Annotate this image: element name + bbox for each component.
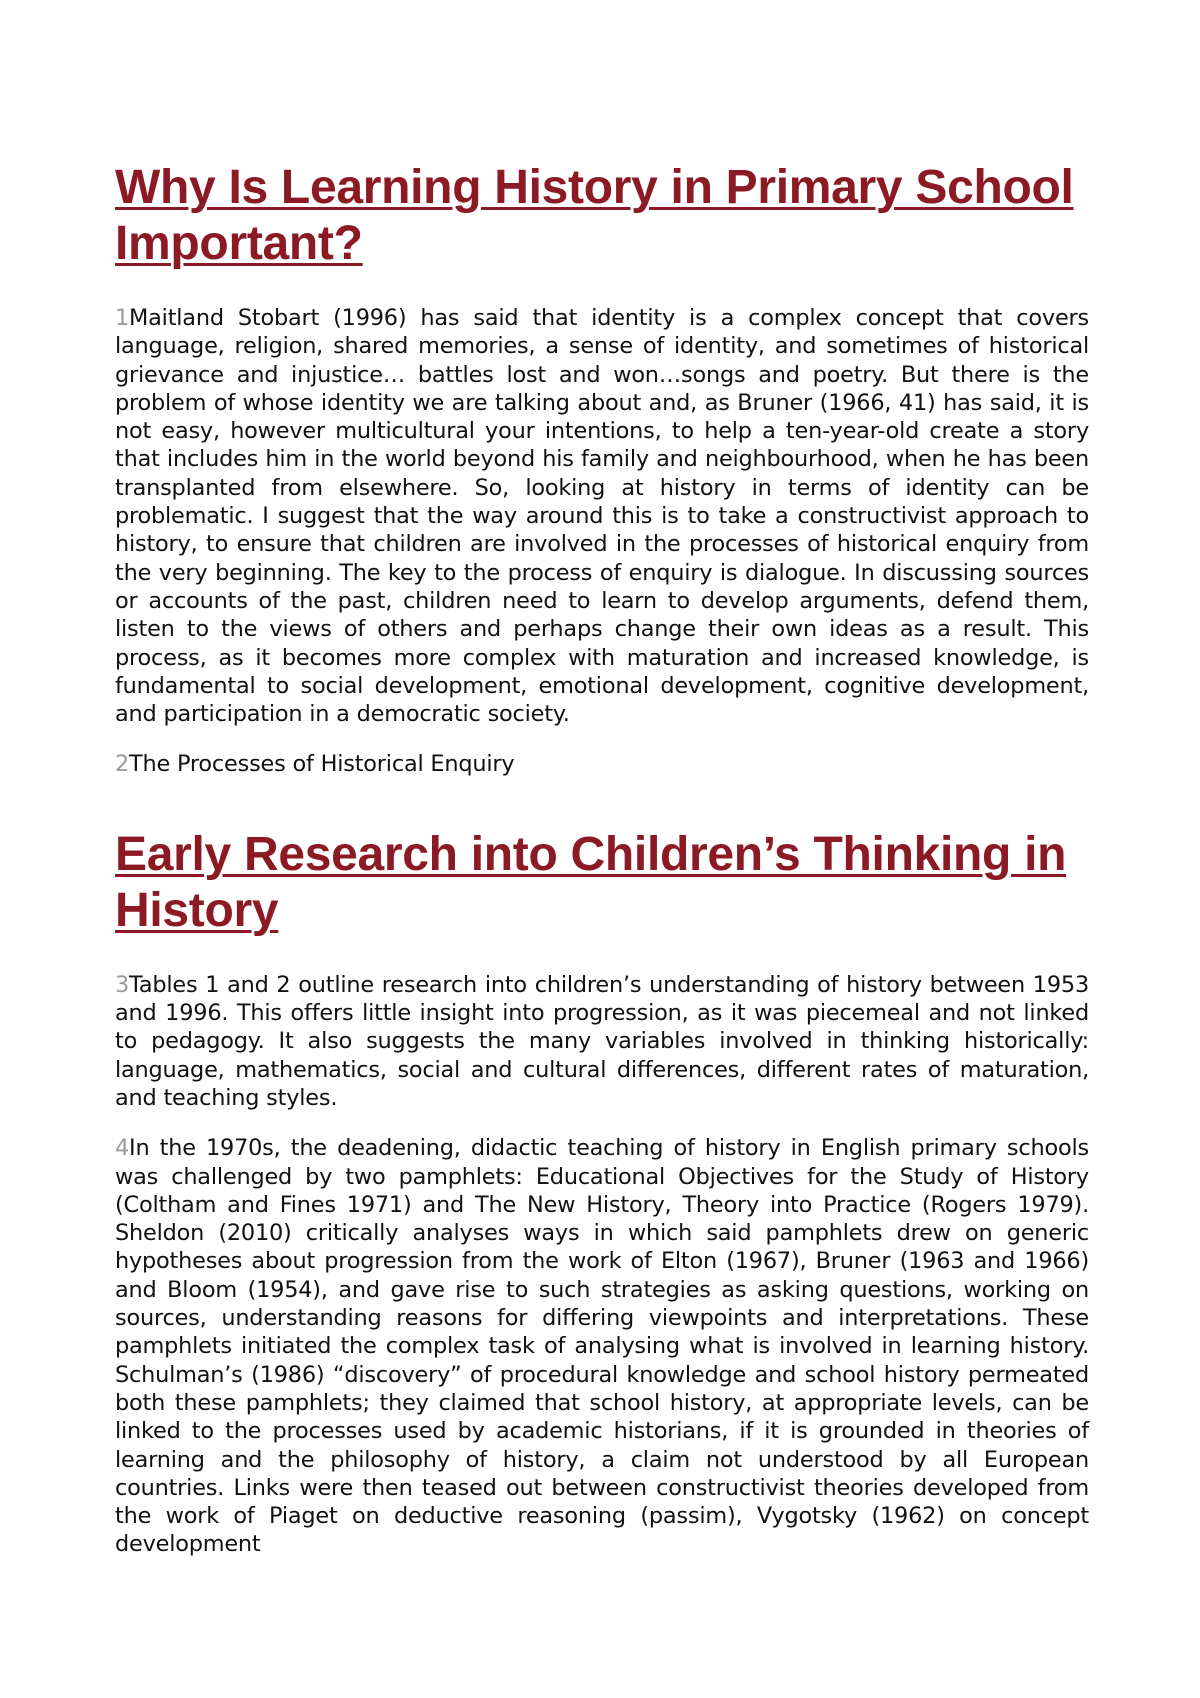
paragraph-text: Maitland Stobart (1996) has said that identity is a complex concept that covers language, religion, shared memories, a sense of identity, and sometimes of historical grievance and injustice… battles lost and won…songs and poetry. But there is the problem of whose identity we are talking about and, as Bruner (1966, 41) has said, it is not easy, however multicultural your intentions, to help a ten-year-old create a story that includes him in the world beyond his family and neighbourhood, when he has been transplanted from elsewhere. So, looking at history in terms of identity can be problematic. I suggest that the way around this is to take a constructivist approach to history, to ensure that children are involved in the processes of historical enquiry from the very beginning. The key to the process of enquiry is dialogue. In discussing sources or accounts of the past, children need to learn to develop arguments, defend them, listen to the views of others and perhaps change their own ideas as a result. This process, as it becomes more complex with maturation and increased knowledge, is fundamental to social development, emotional development, cognitive development, and participation in a democratic society. <box>115 305 1089 728</box>
paragraph-text: The Processes of Historical Enquiry <box>129 751 515 778</box>
paragraph-text: Tables 1 and 2 outline research into children’s understanding of history between 1953 and 1996. This offers little insight into progression, as it was piecemeal and not linked to pedagogy. It also suggests the many variables involved in thinking historically: language, mathematics, social and cultural differences, different rates of maturation, and teaching styles. <box>115 971 1089 1111</box>
heading-early-research: Early Research into Children’s Thinking in History <box>115 827 1067 937</box>
paragraph-2 <box>115 750 1089 778</box>
paragraph-number: 1 <box>115 305 130 331</box>
paragraph-number: 3 <box>115 971 130 998</box>
paragraph-number: 2 <box>115 751 130 778</box>
paragraph-text: In the 1970s, the deadening, didactic teaching of history in English primary schools was challenged by two pamphlets: Educational Objectives for the Study of History (Coltham and Fines 1971) and The New History, Theory into Practice (Rogers 1979). Sheldon (2010) critically analyses ways in which said pamphlets drew on generic hypotheses about progression from the work of Elton (1967), Bruner (1963 and 1966) and Bloom (1954), and gave rise to such strategies as asking questions, working on sources, understanding reasons for differing viewpoints and interpretations. These pamphlets initiated the complex task of analysing what is involved in learning history. Schulman’s (1986) “discovery” of procedural knowledge and school history permeated both these pamphlets; they claimed that school history, at appropriate levels, can be linked to the processes used by academic historians, if it is grounded in theories of learning and the philosophy of history, a claim not understood by all European countries. Links were then teased out between constructivist theories developed from the work of Piaget on deductive reasoning (passim), Vygotsky (1962) on concept development <box>115 1135 1089 1558</box>
heading-why-learning-history: Why Is Learning History in Primary School Important? <box>115 161 1074 270</box>
paragraph-number: 4 <box>115 1135 130 1162</box>
document-page <box>115 160 1089 1581</box>
paragraph-3 <box>115 971 1089 1112</box>
paragraph-4 <box>115 1134 1089 1558</box>
paragraph-1 <box>115 304 1089 728</box>
